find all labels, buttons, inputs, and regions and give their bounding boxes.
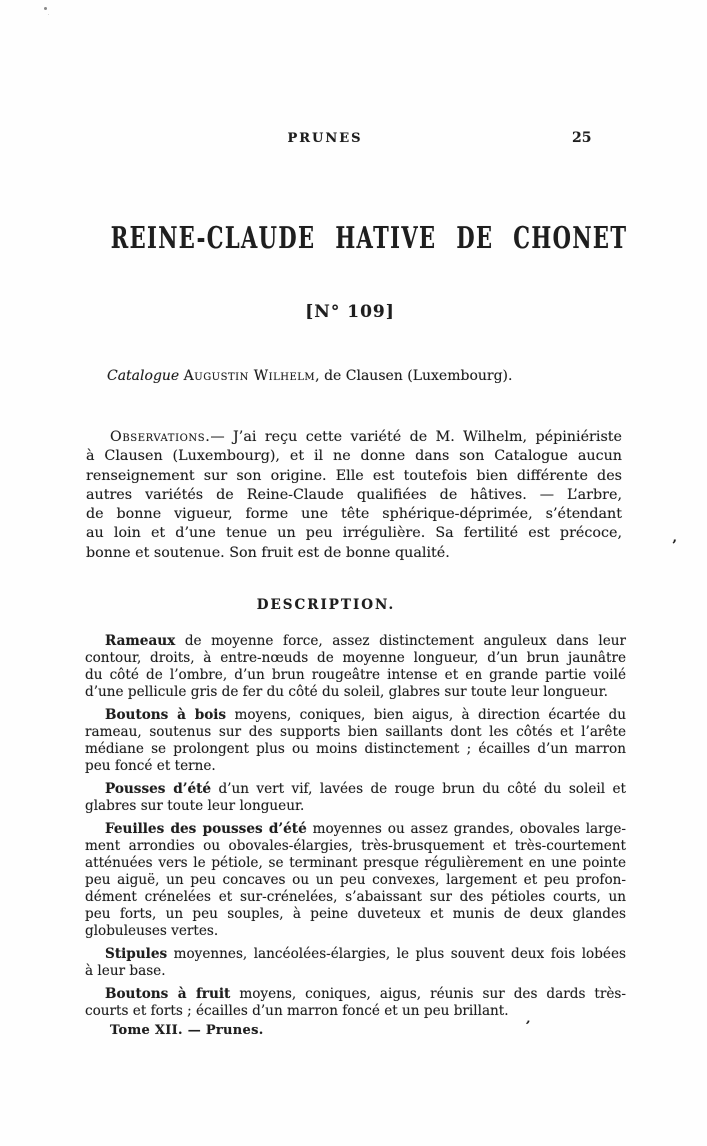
variety-number: [N° 109] bbox=[305, 302, 395, 322]
text-line: autres variétés de Reine-Claude qualifiées de hâtives. — L’arbre, bbox=[86, 486, 622, 503]
text-line: Observations.— J’ai reçu cette variété de M. Wilhelm, pépiniériste bbox=[110, 429, 622, 445]
footer-note: Tome XII. — Prunes. bbox=[110, 1023, 264, 1038]
page-number: 25 bbox=[572, 130, 592, 146]
text-line: du côté de l’ombre, d’un brun rougeâtre intense et en grande partie voilé bbox=[85, 667, 626, 683]
text-line: bonne et soutenue. Son fruit est de bonne qualité. bbox=[86, 544, 450, 561]
main-title: REINE-CLAUDE HATIVE DE CHONET bbox=[110, 221, 628, 256]
text-line: à Clausen (Luxembourg), et il ne donne dans son Catalogue aucun bbox=[86, 448, 622, 465]
text-line: Boutons à fruit moyens, coniques, aigus, réunis sur des dards très- bbox=[105, 986, 626, 1002]
observations-paragraph bbox=[86, 428, 622, 563]
description-paragraph bbox=[85, 633, 626, 701]
text-line: à leur base. bbox=[85, 963, 166, 979]
text-segment: Catalogue bbox=[107, 368, 184, 384]
text-line: Boutons à bois moyens, coniques, bien aigus, à direction écartée du bbox=[105, 707, 626, 723]
paragraph-lead: Boutons à bois bbox=[105, 707, 227, 723]
text-line: d’une pellicule gris de fer du côté du soleil, glabres sur toute leur longueur. bbox=[85, 684, 608, 700]
running-title: PRUNES bbox=[287, 131, 363, 146]
description-paragraph bbox=[85, 707, 626, 775]
scan-artifact-speck bbox=[44, 7, 47, 10]
paragraph-lead: Stipules bbox=[105, 946, 168, 962]
main-title-row bbox=[0, 221, 680, 256]
text-segment: , de Clausen (Luxembourg). bbox=[315, 368, 513, 384]
description-section bbox=[85, 633, 626, 1026]
text-line: ment arrondies ou obovales-élargies, très-brusquement et très-courtement bbox=[85, 838, 626, 854]
text-line: Feuilles des pousses d’été moyennes ou assez grandes, obovales large- bbox=[105, 821, 626, 837]
text-line: Pousses d’été d’un vert vif, lavées de rouge brun du côté du soleil et bbox=[105, 781, 626, 797]
description-heading: DESCRIPTION. bbox=[256, 597, 396, 613]
text-line: peu foncé et terne. bbox=[85, 758, 216, 774]
text-segment: Augustin Wilhelm bbox=[183, 368, 316, 384]
paragraph-lead: Rameaux bbox=[105, 633, 176, 649]
catalogue-line bbox=[107, 368, 627, 384]
text-line: renseignement sur son origine. Elle est toutefois bien différente des bbox=[86, 467, 622, 484]
text-line: glabres sur toute leur longueur. bbox=[85, 798, 305, 814]
scan-artifact-mark: ’ bbox=[523, 1018, 531, 1035]
text-line: Stipules moyennes, lancéolées-élargies, le plus souvent deux fois lobées bbox=[105, 946, 626, 962]
text-line: au loin et d’une tenue un peu irrégulière. Sa fertilité est précoce, bbox=[86, 525, 622, 542]
text-line: globuleuses vertes. bbox=[85, 923, 219, 939]
scan-artifact-mark: ’ bbox=[672, 538, 677, 554]
description-paragraph bbox=[85, 946, 626, 980]
text-line: peu forts, un peu souples, à peine duveteux et munis de deux glandes bbox=[85, 906, 626, 922]
description-paragraph bbox=[85, 821, 626, 940]
paragraph-lead: Pousses d’été bbox=[105, 781, 212, 797]
text-line: courts et forts ; écailles d’un marron foncé et un peu brillant. bbox=[85, 1003, 509, 1019]
paragraph-lead: Feuilles des pousses d’été bbox=[105, 821, 307, 837]
text-line: atténuées vers le pétiole, se terminant presque régulièrement en une pointe bbox=[85, 855, 626, 871]
text-line: dément crénelées et sur-crénelées, s’abaissant sur des pétioles courts, un bbox=[85, 889, 626, 905]
text-line: contour, droits, à entre-nœuds de moyenne longueur, d’un brun jaunâtre bbox=[85, 650, 626, 666]
text-line: rameau, soutenus sur des supports bien saillants dont les côtés et l’arête bbox=[85, 724, 626, 740]
description-paragraph bbox=[85, 986, 626, 1020]
description-paragraph bbox=[85, 781, 626, 815]
text-line: peu aiguë, un peu concaves ou un peu convexes, largement et peu profon- bbox=[85, 872, 626, 888]
paragraph-lead: Observations. bbox=[110, 429, 211, 445]
text-line: de bonne vigueur, forme une tête sphérique-déprimée, s’étendant bbox=[86, 506, 622, 523]
text-line: médiane se prolongent plus ou moins distinctement ; écailles d’un marron bbox=[85, 741, 626, 757]
paragraph-lead: Boutons à fruit bbox=[105, 986, 231, 1002]
text-line: Rameaux de moyenne force, assez distinctement anguleux dans leur bbox=[105, 633, 626, 649]
